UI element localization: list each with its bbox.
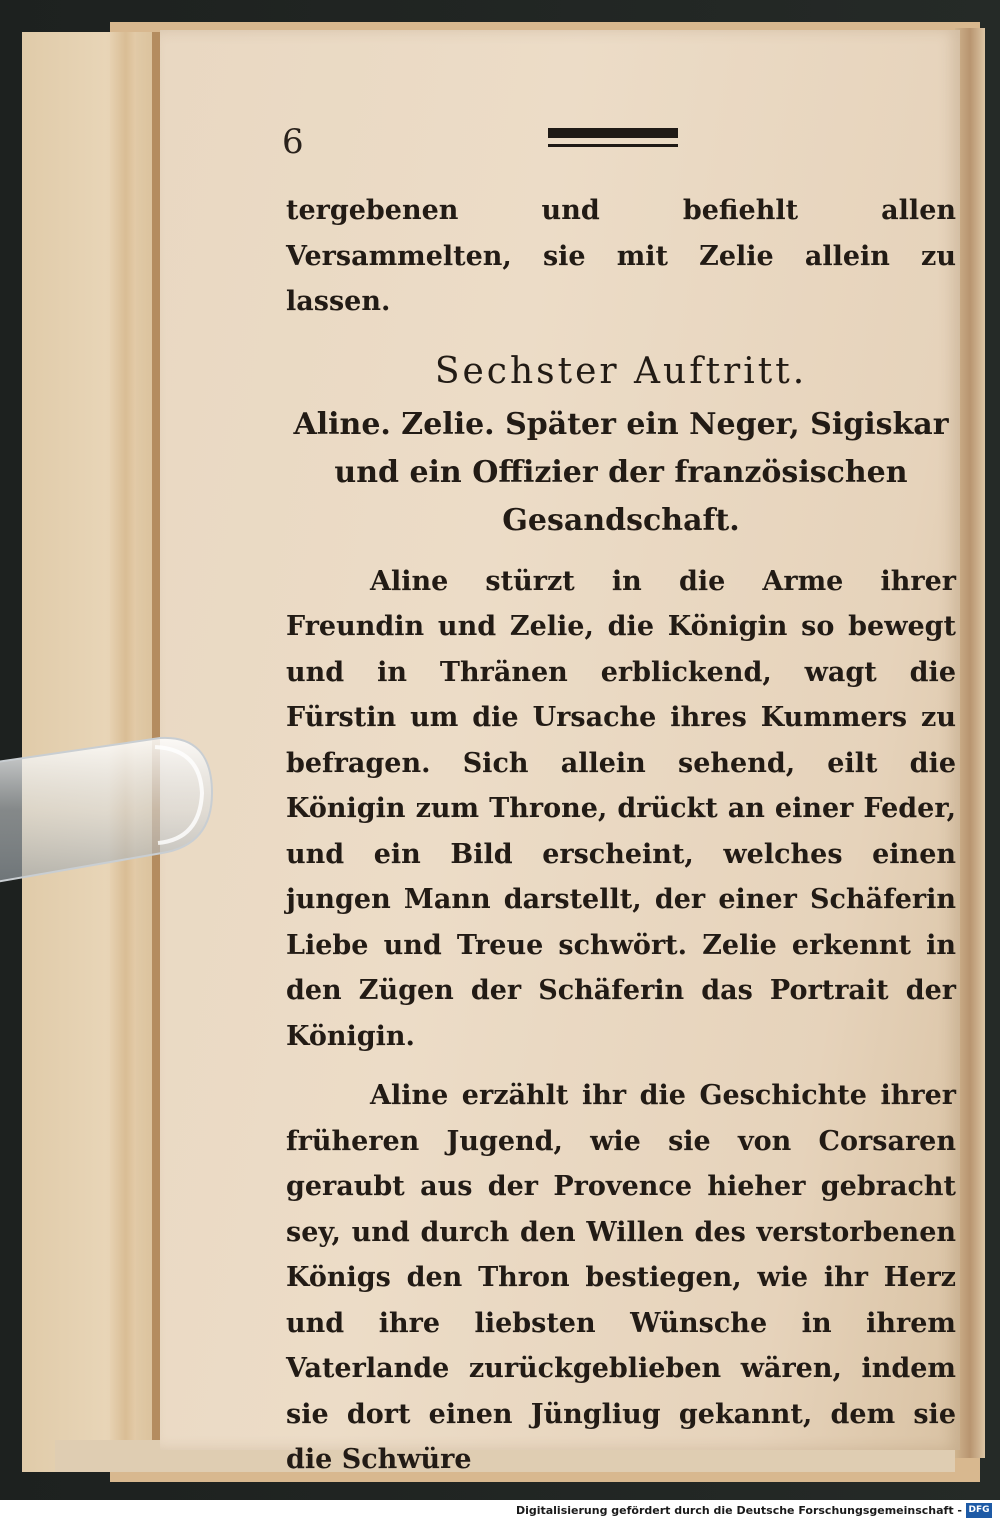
scene-cast-list: Aline. Zelie. Später ein Neger, Sigiskar und ein Offizier der französischen Gesandschaft.: [293, 406, 949, 538]
continuation-paragraph: tergebenen und befiehlt allen Versammelten, sie mit Zelie allein zu lassen.: [286, 195, 956, 317]
page-number: 6: [282, 122, 304, 162]
header-rule: [548, 128, 678, 147]
header-rule-thick: [548, 128, 678, 138]
footer-bar: [0, 1500, 1000, 1522]
scene-heading: Sechster Auftritt.: [434, 350, 808, 392]
dfg-logo-icon: DFG: [966, 1503, 992, 1518]
body-paragraph: Aline erzählt ihr die Geschichte ihrer früheren Jugend, wie sie von Corsaren geraubt aus der Provence hieher gebracht sey, und durch den Willen des verstorbenen Königs den Thron bestiegen, wie ihr Herz und ihre liebsten Wünsche in ihrem Vaterlande zurückgeblieben wären, indem sie dort einen Jüngliug gekannt, dem sie die Schwüre: [286, 1080, 956, 1475]
body-paragraph: Aline stürzt in die Arme ihrer Freundin und Zelie, die Königin so bewegt und in Thränen erblickend, wagt die Fürstin um die Ursache ihres Kummers zu befragen. Sich allein sehend, eilt die Königin zum Throne, drückt an einer Feder, und ein Bild erscheint, welches einen jungen Mann darstellt, der einer Schäferin Liebe und Treue schwört. Zelie erkennt in den Zügen der Schäferin das Portrait der Königin.: [286, 565, 956, 1052]
glass-page-weight-icon: [0, 735, 220, 895]
footer-credit: Digitalisierung gefördert durch die Deutsche Forschungsgemeinschaft -: [515, 1504, 962, 1517]
page-text-block: [286, 188, 956, 1483]
header-rule-thin: [548, 144, 678, 147]
